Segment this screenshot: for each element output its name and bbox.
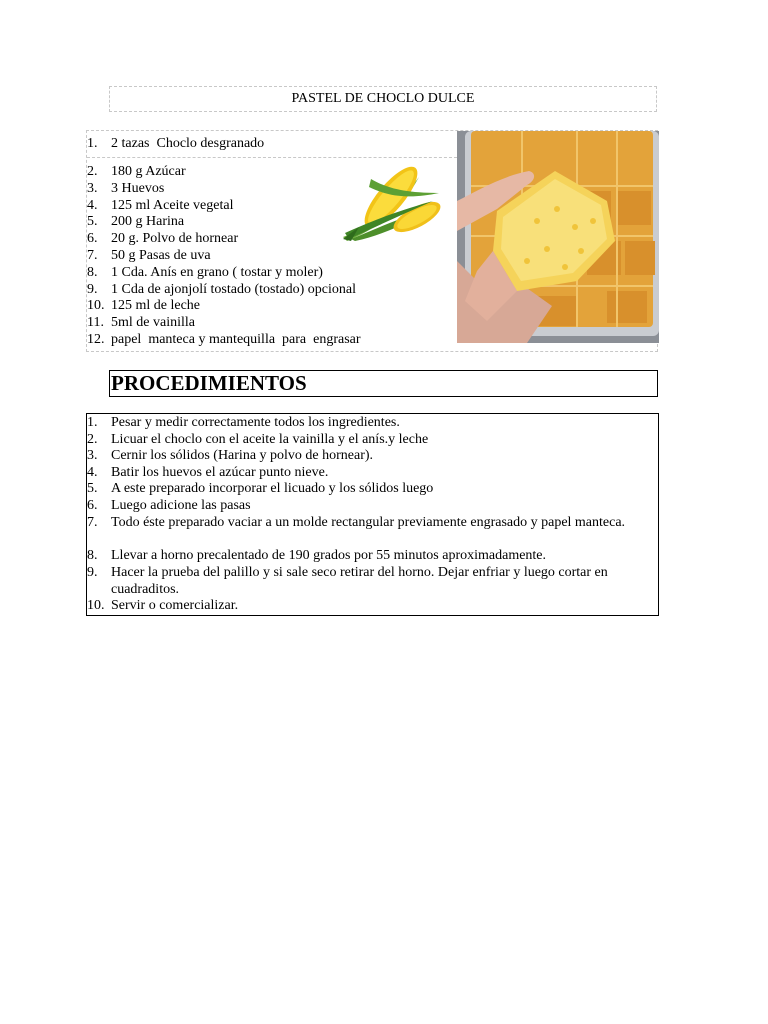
procedure-step — [87, 515, 647, 532]
ingredient-item — [87, 248, 211, 264]
corn-cob-image — [341, 157, 441, 241]
recipe-title — [109, 86, 657, 112]
procedure-step — [87, 498, 647, 515]
item-number: 8. — [87, 265, 98, 280]
procedure-step — [87, 432, 647, 449]
item-text: 1 Cda de ajonjolí tostado (tostado) opcional — [111, 282, 356, 297]
step-text: Todo éste preparado vaciar a un molde rectangular previamente engrasado y papel manteca. — [111, 515, 626, 530]
procedures-section — [86, 413, 659, 616]
item-number: 11. — [87, 315, 104, 330]
procedure-step — [87, 598, 647, 615]
step-text: Llevar a horno precalentado de 190 grados por 55 minutos aproximadamente. — [111, 548, 547, 563]
ingredient-item — [87, 164, 186, 180]
procedure-step — [87, 548, 647, 565]
procedure-step — [87, 565, 647, 598]
item-text: 180 g Azúcar — [111, 164, 186, 179]
ingredient-item — [87, 214, 184, 230]
procedure-step — [87, 415, 647, 432]
item-text: 50 g Pasas de uva — [111, 248, 211, 263]
ingredient-item — [87, 298, 200, 314]
step-text: Luego adicione las pasas — [111, 498, 251, 513]
step-text: Cernir los sólidos (Harina y polvo de hornear). — [111, 448, 374, 463]
step-number: 5. — [87, 481, 98, 496]
item-number: 9. — [87, 282, 98, 297]
item-number: 6. — [87, 231, 98, 246]
procedures-heading: PROCEDIMIENTOS — [109, 370, 658, 397]
ingredient-item — [87, 332, 361, 348]
ingredient-item — [87, 231, 238, 247]
item-number: 3. — [87, 181, 98, 196]
corn-cake-photo — [457, 131, 659, 343]
item-text: 2 tazas Choclo desgranado — [111, 136, 265, 151]
recipe-title-text: PASTEL DE CHOCLO DULCE — [291, 91, 475, 106]
step-text: Servir o comercializar. — [111, 598, 239, 613]
item-text: 125 ml de leche — [111, 298, 201, 313]
step-number: 3. — [87, 448, 98, 463]
item-number: 4. — [87, 198, 98, 213]
ingredient-item — [87, 198, 233, 214]
procedure-step — [87, 465, 647, 482]
step-text: Pesar y medir correctamente todos los ingredientes. — [111, 415, 400, 430]
step-number: 7. — [87, 515, 98, 530]
item-text: 125 ml Aceite vegetal — [111, 198, 234, 213]
item-number: 1. — [87, 136, 98, 151]
step-number: 9. — [87, 565, 98, 580]
item-number: 12. — [87, 332, 105, 347]
step-number: 4. — [87, 465, 98, 480]
ingredients-section — [86, 130, 658, 352]
step-number: 1. — [87, 415, 98, 430]
procedure-step — [87, 448, 647, 465]
ingredient-item — [87, 282, 356, 298]
step-number: 2. — [87, 432, 98, 447]
ingredient-item — [87, 265, 323, 281]
item-number: 10. — [87, 298, 105, 313]
ingredient-item — [87, 315, 195, 331]
step-text: Licuar el choclo con el aceite la vainilla y el anís.y leche — [111, 432, 429, 447]
item-number: 5. — [87, 214, 98, 229]
item-number: 7. — [87, 248, 98, 263]
step-text: Hacer la prueba del palillo y si sale seco retirar del horno. Dejar enfriar y luego cortar en cuadraditos. — [111, 565, 608, 597]
step-text: Batir los huevos el azúcar punto nieve. — [111, 465, 329, 480]
step-number: 6. — [87, 498, 98, 513]
step-number: 8. — [87, 548, 98, 563]
item-text: 3 Huevos — [111, 181, 165, 196]
item-text: papel manteca y mantequilla para engrasar — [111, 332, 361, 347]
item-number: 2. — [87, 164, 98, 179]
item-text: 5ml de vainilla — [111, 315, 195, 330]
item-text: 20 g. Polvo de hornear — [111, 231, 239, 246]
procedure-step — [87, 481, 647, 498]
item-text: 1 Cda. Anís en grano ( tostar y moler) — [111, 265, 323, 280]
ingredient-item — [87, 181, 164, 197]
step-text: A este preparado incorporar el licuado y los sólidos luego — [111, 481, 434, 496]
ingredient-item — [87, 136, 264, 152]
step-number: 10. — [87, 598, 105, 613]
item-text: 200 g Harina — [111, 214, 185, 229]
